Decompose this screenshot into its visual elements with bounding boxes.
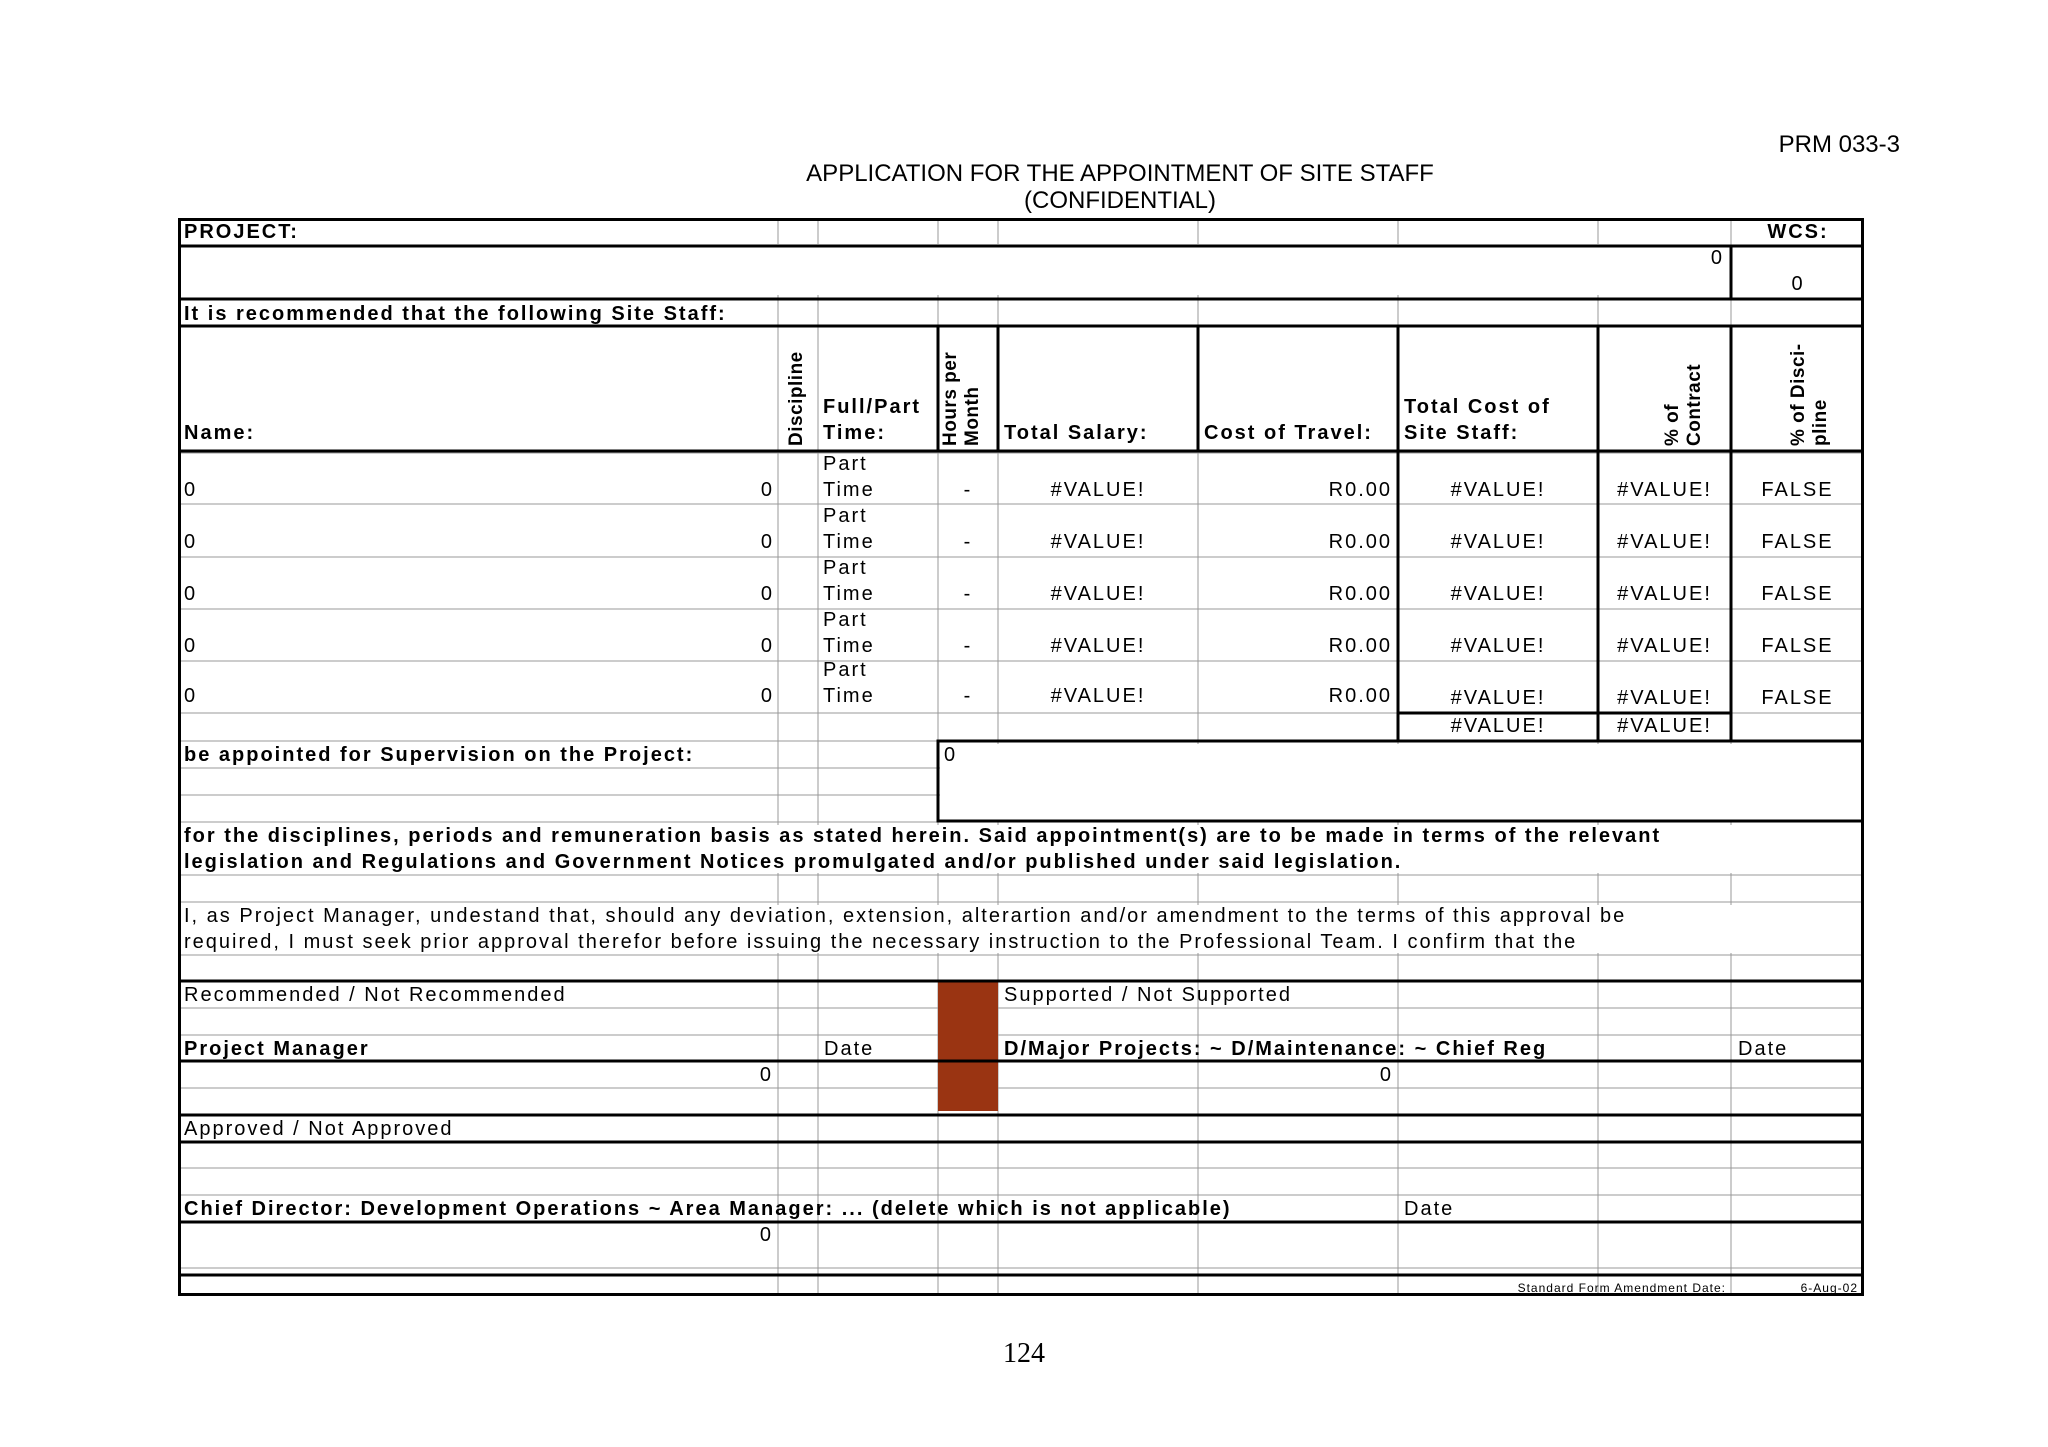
row-travel: R0.00	[1328, 479, 1392, 501]
row-hours: -	[963, 583, 973, 605]
col-pct-discipline-line2: pline	[1810, 399, 1831, 446]
project-value: 0	[1710, 247, 1724, 269]
row-name: 0	[184, 531, 198, 553]
recommend-text: It is recommended that the following Site Staff:	[184, 303, 727, 325]
row-flag: FALSE	[1761, 479, 1834, 501]
row-hours: -	[963, 635, 973, 657]
row-time-line1: Part	[823, 609, 868, 631]
row-salary: #VALUE!	[1050, 583, 1146, 605]
amendment-date-value: 6-Aug-02	[1800, 1281, 1858, 1295]
row-total: #VALUE!	[1450, 531, 1546, 553]
col-fullpart-line2: Time:	[823, 422, 886, 444]
row-travel: R0.00	[1328, 685, 1392, 707]
approved-option: Approved / Not Approved	[184, 1118, 454, 1140]
total-cost-sum: #VALUE!	[1450, 715, 1546, 737]
col-hours-line2: Month	[962, 386, 983, 446]
date-label-1: Date	[824, 1038, 875, 1060]
site-staff-form	[178, 218, 1864, 1296]
wcs-value: 0	[1791, 273, 1805, 295]
row-time-line1: Part	[823, 453, 868, 475]
supported-option: Supported / Not Supported	[1004, 984, 1292, 1006]
row-pct: #VALUE!	[1617, 479, 1712, 501]
col-name: Name:	[184, 422, 256, 444]
document-code: PRM 033-3	[1778, 131, 1900, 158]
row-time-line2: Time	[823, 479, 875, 501]
recommended-option: Recommended / Not Recommended	[184, 984, 567, 1006]
row-total: #VALUE!	[1450, 479, 1546, 501]
project-label: PROJECT:	[184, 221, 299, 243]
chief-director-label: Chief Director: Development Operations ~ Area Manager: ... (delete which is not applicable)	[184, 1198, 1232, 1220]
col-fullpart-line1: Full/Part	[823, 396, 922, 418]
row-name: 0	[184, 685, 198, 707]
row-total: #VALUE!	[1450, 635, 1546, 657]
col-pct-contract-line2: Contract	[1684, 363, 1705, 446]
row-time-line1: Part	[823, 557, 868, 579]
project-manager-label: Project Manager	[184, 1038, 370, 1060]
col-total-line1: Total Cost of	[1404, 396, 1551, 418]
row-hours: -	[963, 479, 973, 501]
row-travel: R0.00	[1328, 583, 1392, 605]
col-hours-line1: Hours per	[940, 351, 961, 446]
row-hours: -	[963, 685, 973, 707]
project-manager-value: 0	[759, 1064, 773, 1086]
row-total: #VALUE!	[1450, 583, 1546, 605]
row-discipline: 0	[760, 685, 774, 707]
row-time-line1: Part	[823, 659, 868, 681]
row-name: 0	[184, 479, 198, 501]
wcs-label: WCS:	[1767, 221, 1829, 243]
row-time-line2: Time	[823, 583, 875, 605]
dmajor-label: D/Major Projects: ~ D/Maintenance: ~ Chief Reg	[1004, 1038, 1548, 1060]
col-pct-discipline-line1: % of Disci-	[1788, 343, 1809, 446]
row-flag: FALSE	[1761, 583, 1834, 605]
col-salary: Total Salary:	[1004, 422, 1149, 444]
row-salary: #VALUE!	[1050, 685, 1146, 707]
row-time-line2: Time	[823, 531, 875, 553]
page-number: 124	[1003, 1338, 1045, 1369]
row-discipline: 0	[760, 583, 774, 605]
row-name: 0	[184, 583, 198, 605]
row-salary: #VALUE!	[1050, 635, 1146, 657]
row-time-line1: Part	[823, 505, 868, 527]
col-travel: Cost of Travel:	[1204, 422, 1373, 444]
row-total: #VALUE!	[1450, 687, 1546, 709]
supervision-value: 0	[944, 744, 958, 766]
supervision-label: be appointed for Supervision on the Project:	[184, 744, 695, 766]
pm-statement-line2: required, I must seek prior approval therefor before issuing the necessary instruction to the Professional Team. I confirm that the	[184, 931, 1578, 953]
total-pct-sum: #VALUE!	[1617, 715, 1712, 737]
col-total-line2: Site Staff:	[1404, 422, 1520, 444]
form-title	[580, 160, 1660, 214]
row-discipline: 0	[760, 635, 774, 657]
row-pct: #VALUE!	[1617, 635, 1712, 657]
row-time-line2: Time	[823, 685, 875, 707]
row-salary: #VALUE!	[1050, 531, 1146, 553]
row-flag: FALSE	[1761, 635, 1834, 657]
date-label-3: Date	[1404, 1198, 1455, 1220]
col-discipline: Discipline	[786, 351, 807, 446]
row-travel: R0.00	[1328, 635, 1392, 657]
pm-statement-line1: I, as Project Manager, undestand that, should any deviation, extension, alterartion and/or amendment to the terms of this approval be	[184, 905, 1627, 927]
row-pct: #VALUE!	[1617, 531, 1712, 553]
row-pct: #VALUE!	[1617, 687, 1712, 709]
row-time-line2: Time	[823, 635, 875, 657]
form-title-line2: (CONFIDENTIAL)	[1024, 187, 1216, 214]
row-flag: FALSE	[1761, 687, 1834, 709]
row-discipline: 0	[760, 479, 774, 501]
form-title-line1: APPLICATION FOR THE APPOINTMENT OF SITE STAFF	[806, 160, 1434, 187]
row-discipline: 0	[760, 531, 774, 553]
disciplines-line2: legislation and Regulations and Government Notices promulgated and/or published under said legislation.	[184, 851, 1403, 873]
row-pct: #VALUE!	[1617, 583, 1712, 605]
shaded-block	[938, 981, 998, 1111]
row-name: 0	[184, 635, 198, 657]
row-hours: -	[963, 531, 973, 553]
chief-director-value: 0	[759, 1224, 773, 1246]
disciplines-line1: for the disciplines, periods and remuneration basis as stated herein. Said appointment(s) are to be made in terms of the relevant	[184, 825, 1662, 847]
amendment-date-label: Standard Form Amendment Date:	[1517, 1281, 1726, 1295]
row-travel: R0.00	[1328, 531, 1392, 553]
row-flag: FALSE	[1761, 531, 1834, 553]
row-salary: #VALUE!	[1050, 479, 1146, 501]
dmajor-value: 0	[1379, 1064, 1393, 1086]
col-pct-contract-line1: % of	[1662, 403, 1683, 446]
date-label-2: Date	[1738, 1038, 1789, 1060]
